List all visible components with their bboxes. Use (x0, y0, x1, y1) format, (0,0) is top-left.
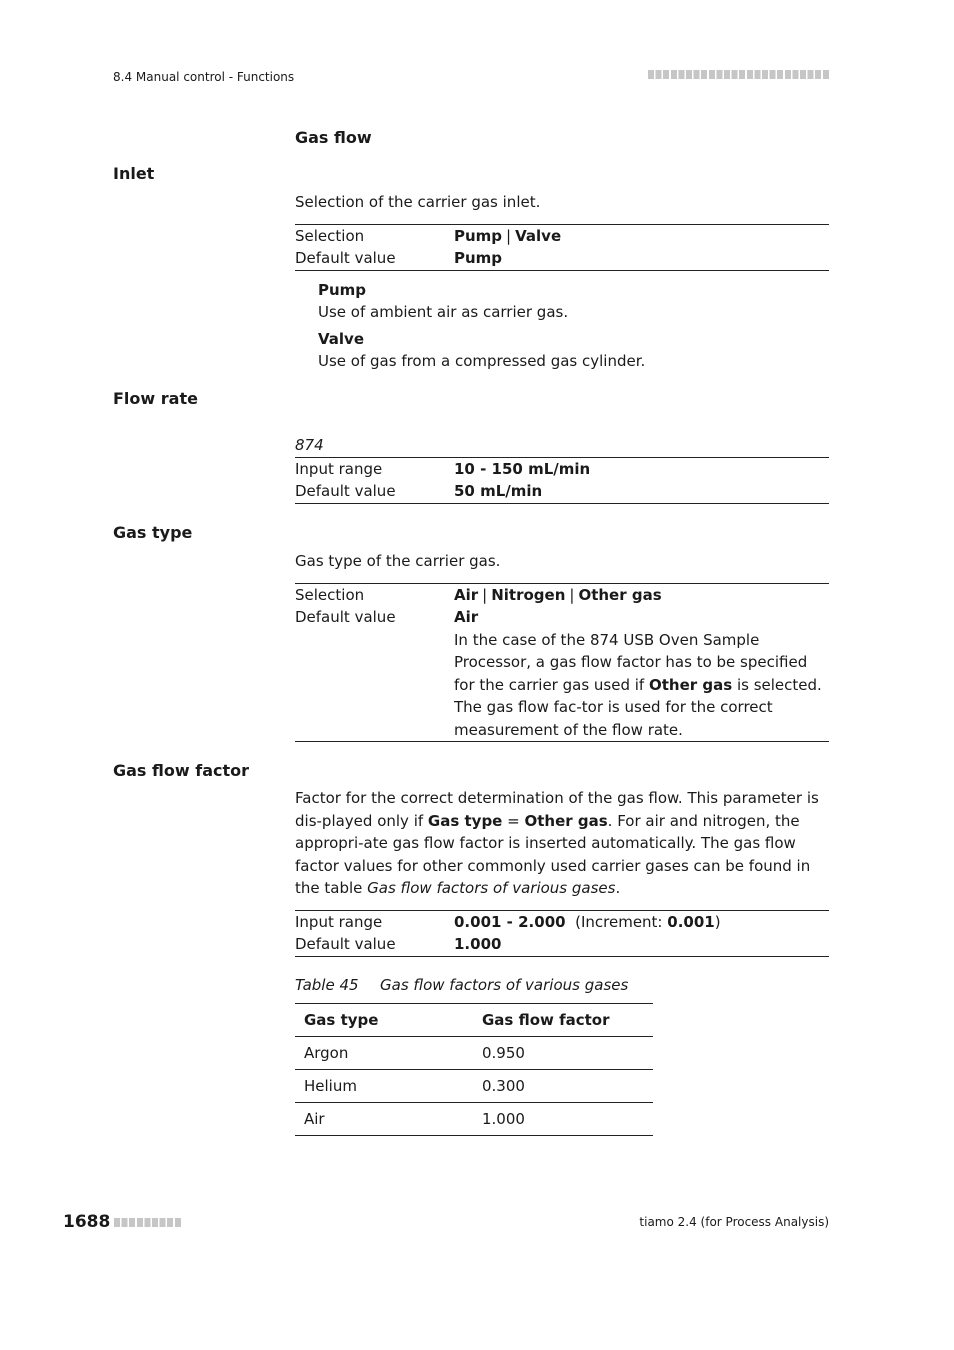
instrument-note: 874 (295, 436, 324, 454)
flow-rate-block (295, 434, 829, 504)
param-gas-flow-factor-title: Gas flow factor (113, 761, 249, 780)
gas-type-note: In the case of the 874 USB Oven Sample Processor, a gas flow factor has to be specified for the carrier gas used if Other gas is selected. The gas flow fac-tor is used for the correct measurement of the flow rate. (454, 630, 822, 739)
footer-decoration (114, 1218, 182, 1227)
inlet-default-row: Default value Pump (295, 249, 503, 267)
inlet-options (295, 279, 829, 373)
flow-rate-param-table: Input range 10 - 150 mL/min Default value 50 mL/min (295, 457, 829, 504)
option-text: Use of ambient air as carrier gas. (318, 303, 569, 321)
col-header-gas-flow-factor: Gas flow factor (473, 1004, 653, 1037)
table-header-row (295, 1004, 653, 1037)
gas-type-param-table: Selection Air | Nitrogen | Other gas Default value Air In the case of the 874 USB Oven Sample Processor, a gas flow factor has to be specified for the carrier gas used if Other gas is selected. The gas flow fac-tor is used for the correct measurement of the flow rate. (295, 583, 829, 743)
col-header-gas-type: Gas type (295, 1004, 473, 1037)
gas-flow-factor-table (295, 1003, 653, 1136)
gas-type-block (295, 550, 829, 742)
inlet-block (295, 191, 829, 373)
table-row: Air 1.000 (295, 1103, 653, 1136)
inlet-selection-row: Selection Pump | Valve (295, 226, 562, 245)
table-row: Argon 0.950 (295, 1037, 653, 1070)
table-reference-link[interactable]: Gas flow factors of various gases (367, 879, 616, 897)
gas-flow-factor-block (295, 787, 829, 957)
option-text: Use of gas from a compressed gas cylinder. (318, 352, 646, 370)
page-number: 1688 (63, 1212, 111, 1232)
param-inlet-title: Inlet (113, 164, 155, 183)
table-caption: Table 45 Gas flow factors of various gases (295, 976, 629, 994)
table-row: Helium 0.300 (295, 1070, 653, 1103)
product-name: tiamo 2.4 (for Process Analysis) (639, 1215, 829, 1229)
section-title: Gas flow (295, 128, 372, 147)
header-decoration (648, 70, 829, 79)
gas-flow-factor-description: Factor for the correct determination of the gas flow. This parameter is dis-played only if Gas type = Other gas. For air and nitrogen, the appropri-ate gas flow factor is inserted automatically. The gas flow factor values for other commonly used carrier gases can be found in the table Gas flow factors of various gases. (295, 789, 819, 897)
gas-type-description: Gas type of the carrier gas. (295, 552, 501, 570)
running-header: 8.4 Manual control - Functions (113, 70, 295, 84)
option-name: Valve (318, 329, 365, 348)
inlet-param-table (295, 224, 829, 271)
param-gas-type-title: Gas type (113, 523, 193, 542)
inlet-description: Selection of the carrier gas inlet. (295, 193, 541, 211)
option-name: Pump (318, 280, 367, 299)
param-flow-rate-title: Flow rate (113, 389, 198, 408)
gas-flow-factor-param-table: Input range 0.001 - 2.000 (Increment: 0.001) Default value 1.000 (295, 910, 829, 957)
